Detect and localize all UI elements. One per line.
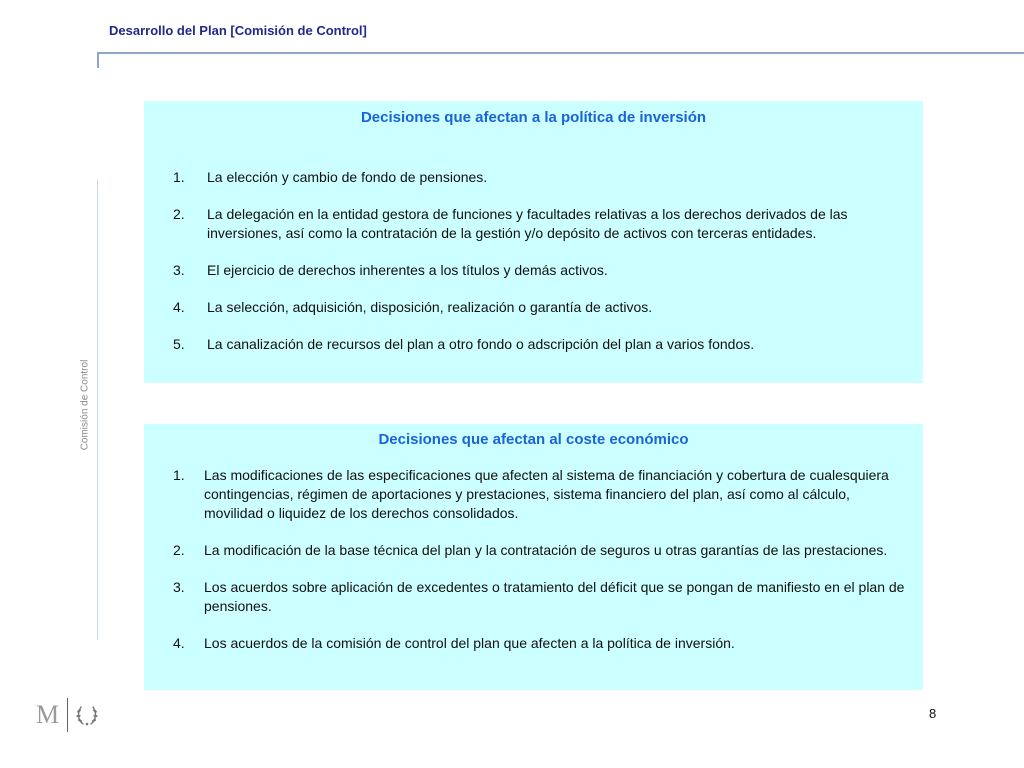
list-item <box>144 634 923 653</box>
side-rule <box>97 180 98 640</box>
slide-title: Desarrollo del Plan [Comisión de Control] <box>109 23 367 38</box>
list-item <box>144 541 923 560</box>
list-item <box>144 578 923 616</box>
item-number: 3. <box>173 262 185 278</box>
item-number: 2. <box>173 542 185 558</box>
section-economic-cost <box>144 424 923 690</box>
page-number: 8 <box>929 706 937 721</box>
list-item <box>144 261 923 280</box>
list-item <box>144 168 923 187</box>
item-text: La selección, adquisición, disposición, realización o garantía de activos. <box>207 299 653 315</box>
item-text: Los acuerdos sobre aplicación de excedentes o tratamiento del déficit que se pongan de manifiesto en el plan de pensiones. <box>204 579 905 614</box>
item-list <box>144 168 923 354</box>
item-text: La canalización de recursos del plan a otro fondo o adscripción del plan a varios fondos. <box>207 336 755 352</box>
list-item <box>144 298 923 317</box>
item-number: 4. <box>173 635 185 651</box>
item-text: La delegación en la entidad gestora de funciones y facultades relativas a los derechos derivados de las inversiones, así como la contratación de la gestión y/o depósito de activos con terceras entidades. <box>207 206 848 241</box>
logo <box>36 698 106 732</box>
item-number: 4. <box>173 299 185 315</box>
logo-divider <box>67 698 68 732</box>
item-number: 1. <box>173 169 185 185</box>
item-number: 2. <box>173 206 185 222</box>
item-text: La modificación de la base técnica del plan y la contratación de seguros u otras garantías de las prestaciones. <box>204 542 888 558</box>
list-item <box>144 335 923 354</box>
laurel-wreath-icon <box>74 702 100 728</box>
side-label: Comisión de Control <box>79 359 91 451</box>
item-text: Los acuerdos de la comisión de control del plan que afecten a la política de inversión. <box>204 635 735 651</box>
header-rule-vertical <box>97 52 99 68</box>
item-number: 5. <box>173 336 185 352</box>
header-rule <box>97 52 1024 54</box>
section-title: Decisiones que afectan al coste económico <box>378 431 689 448</box>
item-text: La elección y cambio de fondo de pensiones. <box>207 169 488 185</box>
item-text: El ejercicio de derechos inherentes a los títulos y demás activos. <box>207 262 608 278</box>
logo-letter: M <box>36 700 60 729</box>
item-text: Las modificaciones de las especificaciones que afecten al sistema de financiación y cobertura de cualesquiera contingencias, régimen de aportaciones y prestaciones, sistema financiero del plan, así como al cálculo, movilidad o liquidez de los derechos consolidados. <box>204 467 889 521</box>
item-number: 3. <box>173 579 185 595</box>
item-number: 1. <box>173 467 185 483</box>
section-title: Decisiones que afectan a la política de inversión <box>360 109 707 126</box>
list-item <box>144 205 923 243</box>
section-investment-policy <box>144 101 923 383</box>
item-list <box>144 466 923 653</box>
list-item <box>144 466 923 523</box>
